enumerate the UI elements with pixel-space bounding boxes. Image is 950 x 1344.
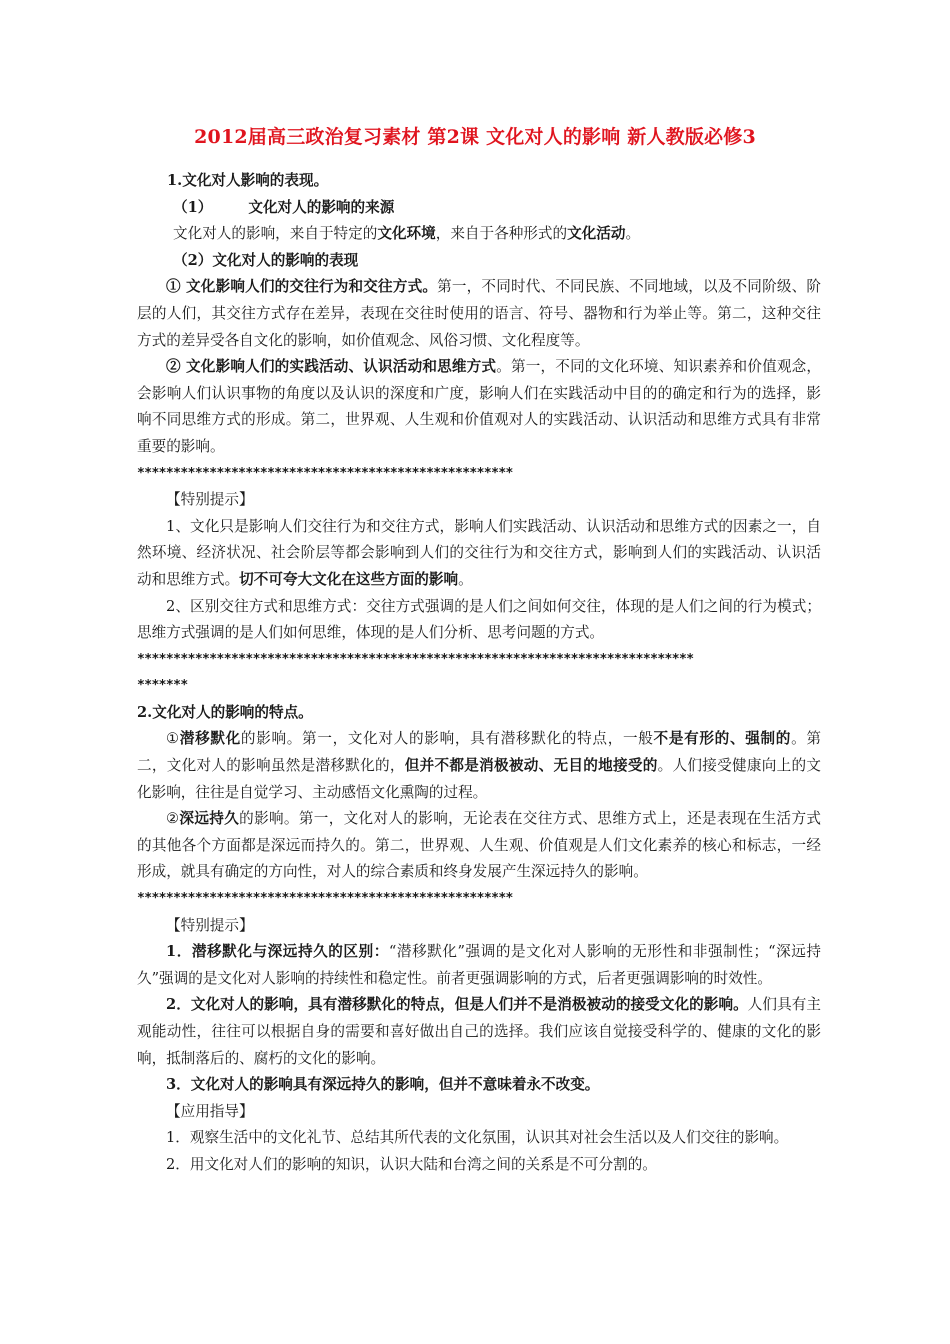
tip-paragraph: 3．文化对人的影响具有深远持久的影响，但并不意味着永不改变。 bbox=[166, 1076, 600, 1094]
subsection-title: 文化对人的影响的来源 bbox=[248, 198, 395, 216]
section-2-heading: 2.文化对人的影响的特点。 bbox=[137, 703, 313, 721]
paragraph-communication: ① 文化影响人们的交往行为和交往方式。第一，不同时代、不同民族、不同地域，以及不同阶级、阶层的人们，其交往方式存在差异，表现在交往时使用的语言、符号、器物和行为举止等。第二，这种交往方式的差异受各自文化的影响，如价值观念、风俗习惯、文化程度等。 bbox=[137, 278, 821, 349]
guide-paragraph: 2．用文化对人们的影响的知识，认识大陆和台湾之间的关系是不可分割的。 bbox=[166, 1155, 657, 1173]
subsection-1-1-heading bbox=[137, 195, 821, 222]
paragraph-practice: ② 文化影响人们的实践活动、认识活动和思维方式。第一，不同的文化环境、知识素养和价值观念，会影响人们认识事物的角度以及认识的深度和广度，影响人们在实践活动中目的的确定和行为的选择，影响不同思维方式的形成。第二，世界观、人生观和价值观对人的实践活动、认识活动和思维方式具有非常重要的影响。 bbox=[137, 358, 821, 455]
guide-heading: 【应用指导】 bbox=[166, 1102, 254, 1120]
subsection-1-1-body: 文化对人的影响，来自于特定的文化环境，来自于各种形式的文化活动。 bbox=[173, 225, 641, 243]
tip-paragraph: 2．文化对人的影响，具有潜移默化的特点，但是人们并不是消极被动的接受文化的影响。人们具有主观能动性，往往可以根据自身的需要和喜好做出自己的选择。我们应该自觉接受科学的、健康的文化的影响，抵制落后的、腐朽的文化的影响。 bbox=[137, 996, 821, 1067]
tip-heading: 【特别提示】 bbox=[166, 916, 254, 934]
paragraph-subtle: ①潜移默化的影响。第一，文化对人的影响，具有潜移默化的特点，一般不是有形的、强制的。第二，文化对人的影响虽然是潜移默化的，但并不都是消极被动、无目的地接受的。人们接受健康向上的文化影响，往往是自觉学习、主动感悟文化熏陶的过程。 bbox=[137, 730, 821, 801]
page-title: 2012届高三政治复习素材 第2课 文化对人的影响 新人教版必修3 bbox=[194, 126, 756, 148]
separator-stars: ***************************************************************************** bbox=[137, 651, 694, 667]
document-body bbox=[137, 168, 821, 1179]
separator-stars: ******* bbox=[137, 678, 188, 694]
subsection-1-2-heading: （2）文化对人的影响的表现 bbox=[173, 251, 359, 269]
tip-paragraph: 2、区别交往方式和思维方式：交往方式强调的是人们之间如何交往，体现的是人们之间的行为模式；思维方式强调的是人们如何思维，体现的是人们分析、思考问题的方式。 bbox=[137, 597, 821, 642]
separator-stars: **************************************************** bbox=[137, 465, 513, 481]
tip-paragraph: 1、文化只是影响人们交往行为和交往方式，影响人们实践活动、认识活动和思维方式的因素之一，自然环境、经济状况、社会阶层等都会影响到人们的交往行为和交往方式，影响到人们的实践活动、认识活动和思维方式。切不可夸大文化在这些方面的影响。 bbox=[137, 517, 821, 588]
tip-paragraph: 1．潜移默化与深远持久的区别：“潜移默化”强调的是文化对人影响的无形性和非强制性；“深远持久”强调的是文化对人影响的持续性和稳定性。前者更强调影响的方式，后者更强调影响的时效性。 bbox=[137, 943, 822, 987]
guide-paragraph: 1．观察生活中的文化礼节、总结其所代表的文化氛围，认识其对社会生活以及人们交往的影响。 bbox=[166, 1129, 789, 1147]
paragraph-lasting: ②深远持久的影响。第一，文化对人的影响，无论表在交往方式、思维方式上，还是表现在生活方式的其他各个方面都是深远而持久的。第二，世界观、人生观、价值观是人们文化素养的核心和标志，一经形成，就具有确定的方向性，对人的综合素质和终身发展产生深远持久的影响。 bbox=[137, 810, 821, 881]
subsection-number: （1） bbox=[173, 198, 213, 216]
separator-stars: **************************************************** bbox=[137, 891, 513, 907]
tip-heading: 【特别提示】 bbox=[166, 491, 254, 509]
section-1-heading: 1.文化对人影响的表现。 bbox=[167, 172, 329, 189]
